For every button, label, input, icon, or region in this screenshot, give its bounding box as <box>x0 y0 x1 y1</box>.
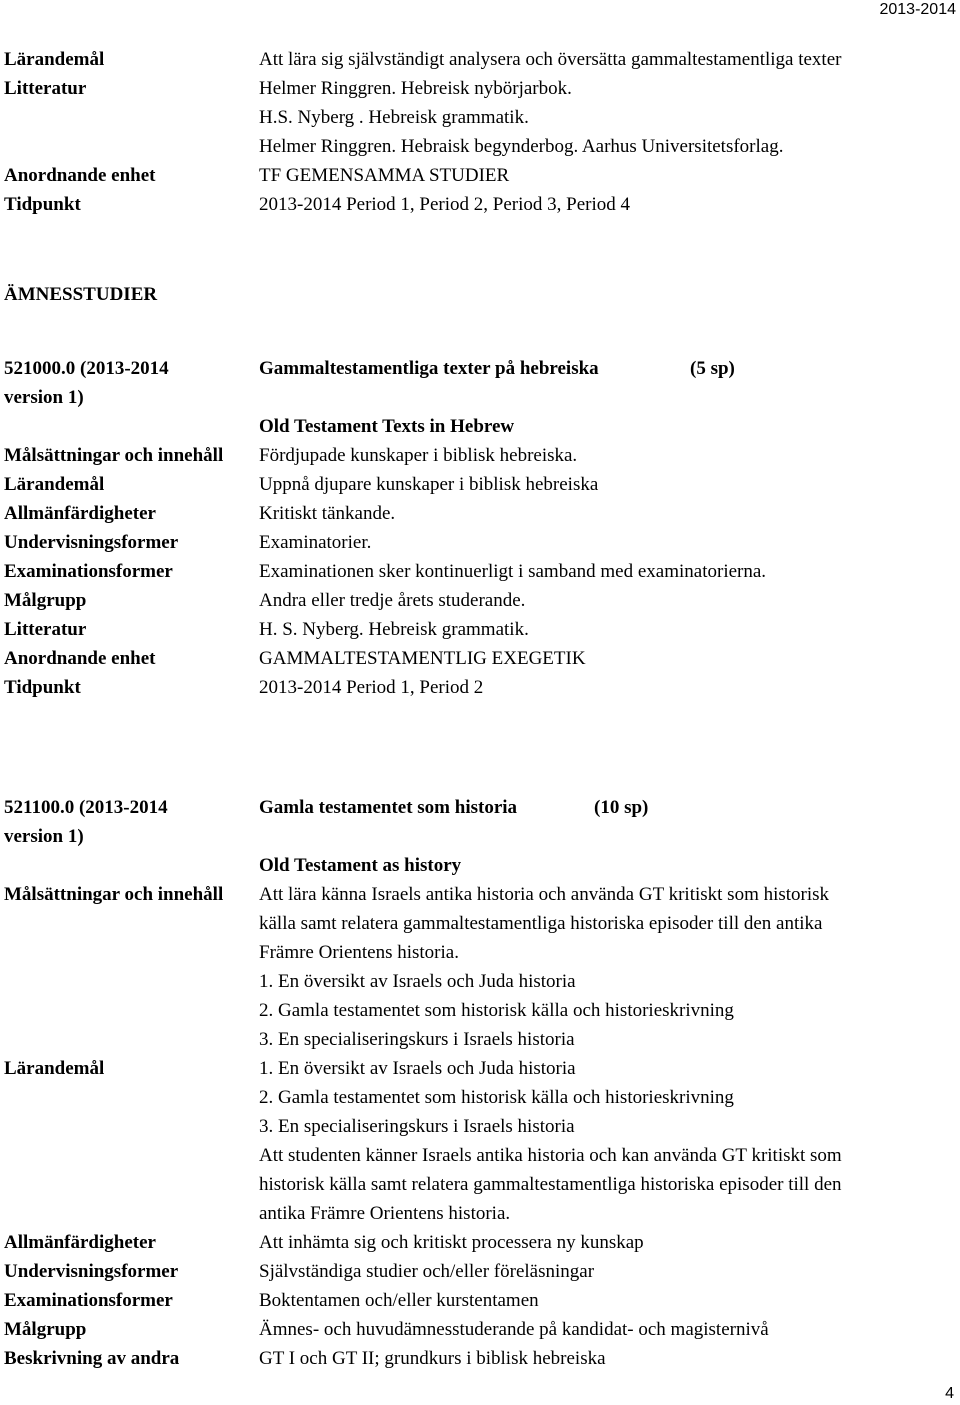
row-value: GT I och GT II; grundkurs i biblisk hebreiska <box>259 1348 606 1369</box>
outcomes-line: 1. En översikt av Israels och Juda historia <box>259 1058 576 1079</box>
course-version: version 1) <box>4 826 84 847</box>
row-value: Kritiskt tänkande. <box>259 503 396 524</box>
row-value: Andra eller tredje årets studerande. <box>259 590 526 611</box>
info-row <box>4 1344 954 1373</box>
info-row <box>4 644 954 673</box>
outcomes-row-continuation <box>4 1141 954 1170</box>
row-label: Målsättningar och innehåll <box>4 884 224 905</box>
goals-line: 1. En översikt av Israels och Juda historia <box>259 971 576 992</box>
row-value: TF GEMENSAMMA STUDIER <box>259 165 510 186</box>
page-number: 4 <box>945 1385 954 1402</box>
course-521000 <box>4 354 954 702</box>
row-value: Examinationen sker kontinuerligt i samband med examinatorierna. <box>259 561 767 582</box>
row-value: Fördjupade kunskaper i biblisk hebreiska. <box>259 445 578 466</box>
outcomes-line: Att studenten känner Israels antika historia och kan använda GT kritiskt som <box>259 1145 842 1166</box>
outcomes-line: antika Främre Orientens historia. <box>259 1203 511 1224</box>
section-heading: ÄMNESSTUDIER <box>4 284 158 305</box>
course-version: version 1) <box>4 387 84 408</box>
row-label: Beskrivning av andra <box>4 1348 180 1369</box>
row-label: Tidpunkt <box>4 194 81 215</box>
info-row <box>4 528 954 557</box>
course-title: Gamla testamentet som historia <box>259 797 518 818</box>
info-row <box>4 470 954 499</box>
row-label: Anordnande enhet <box>4 165 156 186</box>
outcomes-row-continuation <box>4 1112 954 1141</box>
info-row <box>4 74 954 103</box>
row-value: Självständiga studier och/eller föreläsningar <box>259 1261 595 1282</box>
row-label: Litteratur <box>4 78 87 99</box>
row-label: Litteratur <box>4 619 87 640</box>
row-value: 2013-2014 Period 1, Period 2 <box>259 677 484 698</box>
row-label: Anordnande enhet <box>4 648 156 669</box>
course-version-row <box>4 822 954 851</box>
row-label: Lärandemål <box>4 49 105 70</box>
course-credits: (5 sp) <box>690 358 735 379</box>
course-credits: (10 sp) <box>594 797 649 818</box>
row-label: Allmänfärdigheter <box>4 503 156 524</box>
goals-line: källa samt relatera gammaltestamentliga historiska episoder till den antika <box>259 913 823 934</box>
row-value: H. S. Nyberg. Hebreisk grammatik. <box>259 619 529 640</box>
goals-line: 3. En specialiseringskurs i Israels historia <box>259 1029 575 1050</box>
row-label: Målgrupp <box>4 1319 87 1340</box>
info-row <box>4 499 954 528</box>
goals-row <box>4 880 954 909</box>
goals-row-continuation <box>4 996 954 1025</box>
info-row <box>4 441 954 470</box>
goals-line: Främre Orientens historia. <box>259 942 459 963</box>
outcomes-line: historisk källa samt relatera gammaltestamentliga historiska episoder till den <box>259 1174 842 1195</box>
row-label: Examinationsformer <box>4 1290 173 1311</box>
info-row <box>4 161 954 190</box>
info-row <box>4 557 954 586</box>
row-label: Examinationsformer <box>4 561 173 582</box>
row-value: Examinatorier. <box>259 532 372 553</box>
info-row-continuation <box>4 132 954 161</box>
course-code: 521100.0 (2013-2014 <box>4 797 168 818</box>
row-label: Tidpunkt <box>4 677 81 698</box>
outcomes-row <box>4 1054 954 1083</box>
row-value: H.S. Nyberg . Hebreisk grammatik. <box>259 107 529 128</box>
row-label: Undervisningsformer <box>4 1261 179 1282</box>
outcomes-line: 3. En specialiseringskurs i Israels historia <box>259 1116 575 1137</box>
course-header-row <box>4 354 954 383</box>
row-value: Helmer Ringgren. Hebreisk nybörjarbok. <box>259 78 572 99</box>
top-block <box>4 45 954 219</box>
row-label: Målsättningar och innehåll <box>4 445 224 466</box>
info-row <box>4 190 954 219</box>
info-row <box>4 1257 954 1286</box>
row-value: Boktentamen och/eller kurstentamen <box>259 1290 539 1311</box>
info-row <box>4 586 954 615</box>
course-code: 521000.0 (2013-2014 <box>4 358 169 379</box>
outcomes-row-continuation <box>4 1199 954 1228</box>
course-english-title: Old Testament Texts in Hebrew <box>259 416 515 437</box>
course-521100 <box>4 793 954 1373</box>
goals-row-continuation <box>4 909 954 938</box>
row-label: Lärandemål <box>4 474 105 495</box>
header-year: 2013-2014 <box>879 1 956 18</box>
info-row <box>4 673 954 702</box>
goals-line: Att lära känna Israels antika historia och använda GT kritiskt som historisk <box>259 884 830 905</box>
row-label: Undervisningsformer <box>4 532 179 553</box>
info-row <box>4 1228 954 1257</box>
row-label: Målgrupp <box>4 590 87 611</box>
outcomes-row-continuation <box>4 1170 954 1199</box>
outcomes-line: 2. Gamla testamentet som historisk källa och historieskrivning <box>259 1087 734 1108</box>
row-value: Att lära sig självständigt analysera och översätta gammaltestamentliga texter <box>259 49 842 70</box>
row-label: Allmänfärdigheter <box>4 1232 156 1253</box>
course-title: Gammaltestamentliga texter på hebreiska <box>259 358 599 379</box>
info-row-continuation <box>4 103 954 132</box>
course-english-title-row <box>4 851 954 880</box>
info-row <box>4 1286 954 1315</box>
goals-row-continuation <box>4 967 954 996</box>
row-value: Ämnes- och huvudämnesstuderande på kandidat- och magisternivå <box>259 1319 769 1340</box>
course-header-row <box>4 793 954 822</box>
goals-line: 2. Gamla testamentet som historisk källa och historieskrivning <box>259 1000 734 1021</box>
row-label: Lärandemål <box>4 1058 105 1079</box>
course-english-title-row <box>4 412 954 441</box>
info-row <box>4 45 954 74</box>
row-value: Helmer Ringgren. Hebraisk begynderbog. Aarhus Universitetsforlag. <box>259 136 784 157</box>
course-english-title: Old Testament as history <box>259 855 462 876</box>
info-row <box>4 1315 954 1344</box>
goals-row-continuation <box>4 938 954 967</box>
info-row <box>4 615 954 644</box>
goals-row-continuation <box>4 1025 954 1054</box>
row-value: 2013-2014 Period 1, Period 2, Period 3, Period 4 <box>259 194 631 215</box>
outcomes-row-continuation <box>4 1083 954 1112</box>
course-version-row <box>4 383 954 412</box>
row-value: GAMMALTESTAMENTLIG EXEGETIK <box>259 648 586 669</box>
row-value: Uppnå djupare kunskaper i biblisk hebreiska <box>259 474 599 495</box>
row-value: Att inhämta sig och kritiskt processera ny kunskap <box>259 1232 644 1253</box>
